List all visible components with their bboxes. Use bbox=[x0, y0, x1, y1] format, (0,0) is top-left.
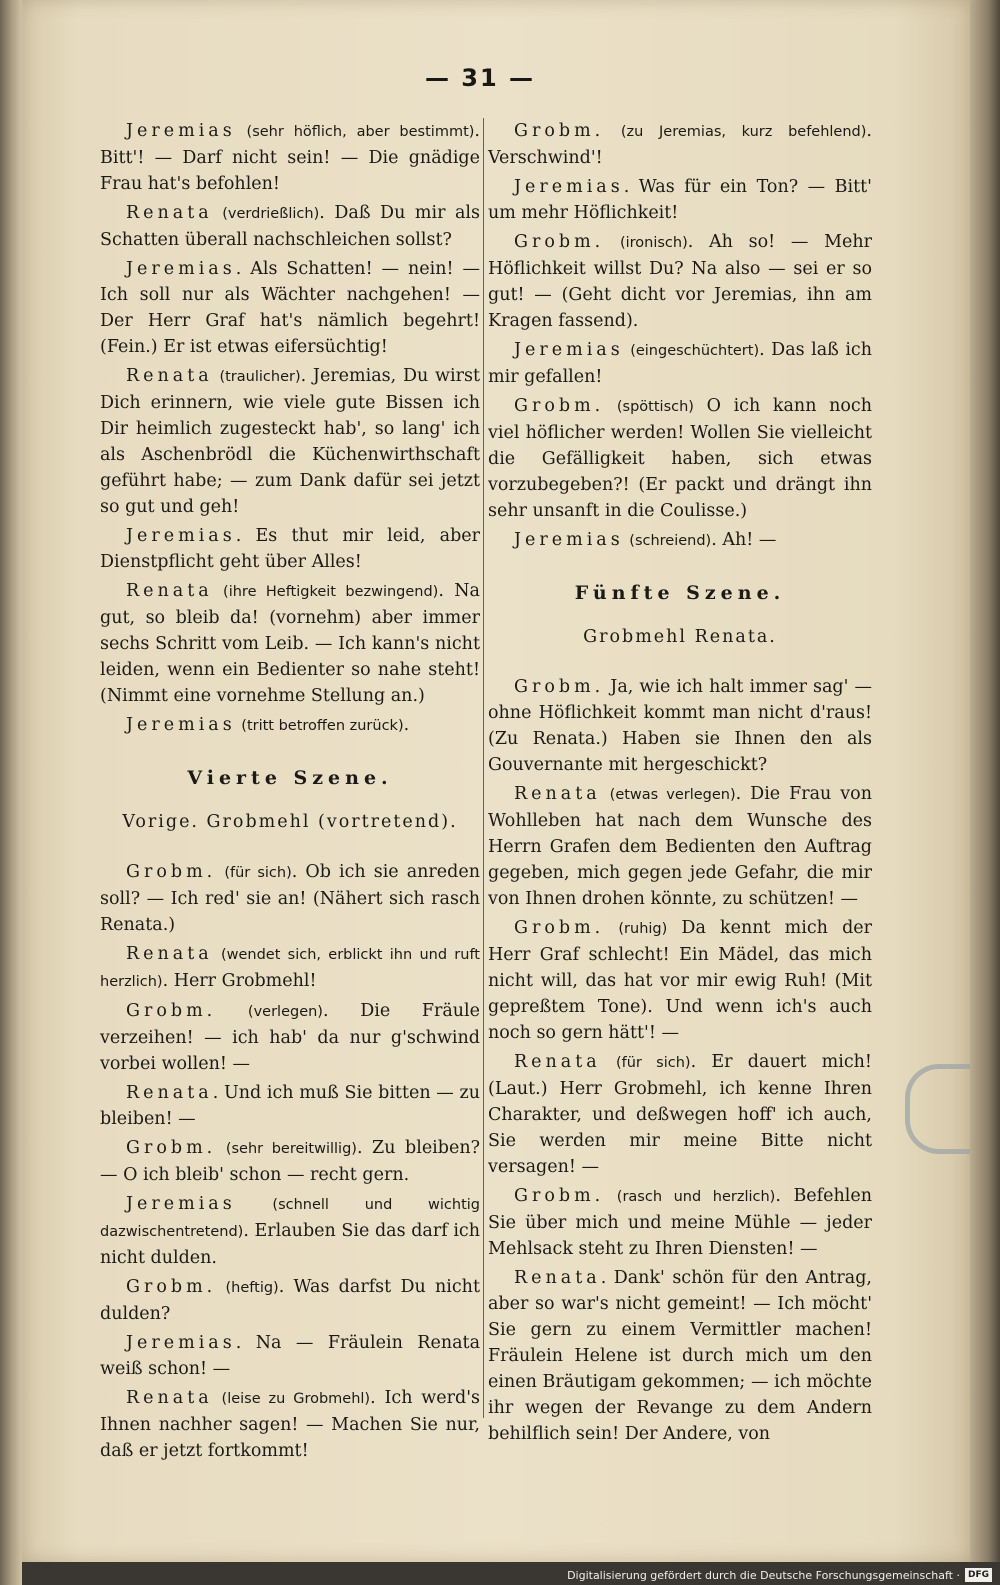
right-column bbox=[488, 118, 872, 1450]
stage-direction: (rasch und herzlich) bbox=[616, 1189, 776, 1205]
dialogue-line bbox=[100, 1274, 480, 1327]
dialogue-line bbox=[100, 523, 480, 575]
stage-direction: (für sich) bbox=[224, 865, 292, 881]
scene-heading: Vierte Szene. bbox=[187, 767, 393, 789]
stage-direction: (wendet sich, erblickt ihn und ruft herzlich) bbox=[100, 947, 480, 990]
dialogue-text: . Zu bleiben? — O ich bleib' schon — recht gern. bbox=[100, 1138, 480, 1185]
dialogue-text: . Verschwind'! bbox=[488, 121, 872, 168]
column-divider bbox=[483, 118, 484, 1418]
speaker-name: Renata bbox=[126, 944, 213, 964]
stage-direction: (schnell und wichtig dazwischentretend) bbox=[100, 1197, 480, 1240]
dialogue-text: . Die Frau von Wohlleben hat nach dem Wunsche des Herrn Grafen dem Bedienten den Auftrag gegeben, mich gegen jede Gefahr, die mir von Ihnen drohen könnte, zu schützen! — bbox=[488, 784, 872, 909]
dialogue-text: . Ich werd's Ihnen nachher sagen! — Machen Sie nur, daß er jetzt fortkommt! bbox=[100, 1388, 480, 1461]
dialogue-text: . Die Fräule verzeihen! — ich hab' da nur g'schwind vorbei wollen! — bbox=[100, 1001, 480, 1074]
speaker-name: Jeremias bbox=[514, 340, 624, 360]
dialogue-line bbox=[100, 363, 480, 520]
dialogue-line bbox=[100, 1080, 480, 1132]
dialogue-text: Ja, wie ich halt immer sag' — ohne Höflichkeit kommt man nicht d'raus! (Zu Renata.) Haben sie Ihnen den als Gouvernante mit hergeschickt? bbox=[488, 677, 872, 775]
dialogue-line bbox=[488, 1265, 872, 1447]
dialogue-line bbox=[100, 256, 480, 360]
stage-direction: (verlegen) bbox=[247, 1004, 323, 1020]
speaker-name: Renata bbox=[514, 1052, 601, 1072]
dialogue-text: . bbox=[403, 715, 410, 735]
speaker-name: Renata bbox=[514, 1268, 601, 1288]
dialogue-text: . Als Schatten! — nein! — Ich soll nur als Wächter nachgehen! — Der Herr Graf hat's nämlich begehrt! (Fein.) Er ist etwas eifersüchtig! bbox=[100, 259, 480, 357]
dialogue-line bbox=[488, 337, 872, 390]
speaker-name: Grobm. bbox=[514, 121, 605, 141]
scene-cast: Vorige. Grobmehl (vortretend). bbox=[122, 812, 458, 832]
scene-heading: Fünfte Szene. bbox=[574, 582, 786, 604]
speaker-name: Renata bbox=[126, 1083, 213, 1103]
dialogue-text: . Jeremias, Du wirst Dich erinnern, wie viele gute Bissen ich Dir heimlich zugesteckt hab', so lang' ich als Aschenbrödl die Küchenwirthschaft geführt habe; — zum Dank dafür sei jetzt so gut und geh! bbox=[100, 366, 480, 517]
dialogue-text: . Befehlen Sie über mich und meine Mühle — jeder Mehlsack steht zu Ihren Diensten! — bbox=[488, 1186, 872, 1259]
stage-direction: (zu Jeremias, kurz befehlend) bbox=[620, 124, 867, 140]
dialogue-text: . Ah so! — Mehr Höflichkeit willst Du? Na also — sei er so gut! — (Geht dicht vor Jeremias, ihn am Kragen fassend). bbox=[488, 232, 872, 331]
speaker-name: Grobm. bbox=[126, 1277, 217, 1297]
stage-direction: (heftig) bbox=[225, 1280, 279, 1296]
speaker-name: Jeremias bbox=[126, 259, 236, 279]
page-clip bbox=[905, 1064, 970, 1154]
dialogue-line bbox=[488, 174, 872, 226]
speaker-name: Grobm. bbox=[126, 1138, 217, 1158]
dialogue-text: . Na — Fräulein Renata weiß schon! — bbox=[100, 1333, 480, 1379]
speaker-name: Jeremias bbox=[514, 177, 624, 197]
speaker-name: Grobm. bbox=[514, 918, 605, 938]
stage-direction: (tritt betroffen zurück) bbox=[241, 718, 404, 734]
dialogue-text: . Er dauert mich! (Laut.) Herr Grobmehl, ich kenne Ihren Charakter, und deßwegen hoff' ich auch, Sie werden mir meine Bitte nicht versagen! — bbox=[488, 1052, 872, 1177]
dialogue-line bbox=[100, 1385, 480, 1464]
dialogue-line bbox=[488, 393, 872, 524]
speaker-name: Grobm. bbox=[514, 677, 605, 697]
speaker-name: Jeremias bbox=[514, 530, 624, 550]
dialogue-text: . Ob ich sie anreden soll? — Ich red' sie an! (Nähert sich rasch Renata.) bbox=[100, 862, 480, 935]
dialogue-line bbox=[100, 859, 480, 938]
dialogue-text: . Na gut, so bleib da! (vornehm) aber immer sechs Schritt vom Leib. — Ich kann's nicht leiden, wenn ein Bedienter so nahe steht! (Nimmt eine vornehme Stellung an.) bbox=[100, 581, 480, 706]
stage-direction: (leise zu Grobmehl) bbox=[221, 1391, 371, 1407]
left-column bbox=[100, 118, 480, 1467]
previous-page-edge bbox=[0, 0, 22, 1585]
dialogue-line bbox=[100, 200, 480, 253]
dialogue-line bbox=[100, 578, 480, 709]
speaker-name: Grobm. bbox=[514, 396, 605, 416]
dialogue-line bbox=[100, 1191, 480, 1271]
speaker-name: Jeremias bbox=[126, 715, 236, 735]
dialogue-text: . Was für ein Ton? — Bitt' um mehr Höflichkeit! bbox=[488, 177, 872, 223]
dfg-logo: DFG bbox=[965, 1568, 992, 1582]
stage-direction: (traulicher) bbox=[219, 369, 301, 385]
dialogue-line bbox=[100, 1135, 480, 1188]
footer bbox=[567, 1566, 992, 1584]
dialogue-text: . Was darfst Du nicht dulden? bbox=[100, 1277, 480, 1324]
dialogue-line bbox=[488, 1049, 872, 1180]
stage-direction: (etwas verlegen) bbox=[609, 787, 736, 803]
stage-direction: (verdrießlich) bbox=[222, 206, 320, 222]
dialogue-line bbox=[488, 781, 872, 912]
dialogue-line bbox=[488, 674, 872, 778]
page-number: — 31 — bbox=[424, 64, 536, 92]
speaker-name: Grobm. bbox=[514, 1186, 605, 1206]
page-stack-edge bbox=[970, 0, 1000, 1562]
stage-direction: (ihre Heftigkeit bezwingend) bbox=[223, 584, 439, 600]
dialogue-line bbox=[488, 527, 872, 554]
dialogue-line bbox=[488, 118, 872, 171]
stage-direction: (sehr höflich, aber bestimmt) bbox=[246, 124, 475, 140]
dialogue-text: Da kennt mich der Herr Graf schlecht! Ein Mädel, das mich nicht will, das hat vor mir ewig Ruh! (Mit gepreßtem Tone). Und wenn ich's auch noch so gern hätt'! — bbox=[488, 918, 872, 1043]
speaker-name: Renata bbox=[514, 784, 601, 804]
dialogue-text: . Erlauben Sie das darf ich nicht dulden. bbox=[100, 1221, 480, 1268]
speaker-name: Renata bbox=[126, 366, 213, 386]
dialogue-line bbox=[100, 1330, 480, 1382]
dialogue-text: . Ah! — bbox=[711, 530, 777, 550]
stage-direction: (für sich) bbox=[615, 1055, 691, 1071]
dialogue-line bbox=[100, 998, 480, 1077]
speaker-name: Renata bbox=[126, 581, 213, 601]
stage-direction: (ironisch) bbox=[619, 235, 688, 251]
speaker-name: Grobm. bbox=[126, 1001, 217, 1021]
footer-credit: Digitalisierung gefördert durch die Deutsche Forschungsgemeinschaft · bbox=[567, 1568, 960, 1582]
stage-direction: (sehr bereitwillig) bbox=[225, 1141, 357, 1157]
speaker-name: Grobm. bbox=[126, 862, 217, 882]
speaker-name: Jeremias bbox=[126, 121, 236, 141]
dialogue-line bbox=[488, 1183, 872, 1262]
speaker-name: Jeremias bbox=[126, 526, 236, 546]
dialogue-text: . Das laß ich mir gefallen! bbox=[488, 340, 872, 387]
dialogue-line bbox=[100, 118, 480, 197]
stage-direction: (ruhig) bbox=[618, 921, 668, 937]
dialogue-text: . Bitt'! — Darf nicht sein! — Die gnädige Frau hat's befohlen! bbox=[100, 121, 480, 194]
dialogue-text: . Dank' schön für den Antrag, aber so war's nicht gemeint! — Ich möcht' Sie gern zu einem Vermittler machen! Fräulein Helene ist durch mich um den einen Bräutigam gekommen; — ich möchte ihr wegen der Revange zu dem Andern behilflich sein! Der Andere, von bbox=[488, 1268, 872, 1444]
scene-cast: Grobmehl Renata. bbox=[583, 627, 777, 647]
dialogue-line bbox=[100, 941, 480, 995]
dialogue-line bbox=[488, 229, 872, 334]
stage-direction: (schreiend) bbox=[629, 533, 712, 549]
dialogue-text: O ich kann noch viel höflicher werden! Wollen Sie vielleicht die Gefälligkeit haben, sich etwas vorzubegeben?! (Er packt und drängt ihn sehr unsanft in die Coulisse.) bbox=[488, 396, 872, 521]
speaker-name: Grobm. bbox=[514, 232, 605, 252]
dialogue-line bbox=[488, 915, 872, 1046]
dialogue-line bbox=[100, 712, 480, 739]
dialogue-text: . Es thut mir leid, aber Dienstpflicht geht über Alles! bbox=[100, 526, 480, 572]
stage-direction: (eingeschüchtert) bbox=[630, 343, 760, 359]
speaker-name: Renata bbox=[126, 1388, 213, 1408]
dialogue-text: . Daß Du mir als Schatten überall nachschleichen sollst? bbox=[100, 203, 480, 250]
speaker-name: Renata bbox=[126, 203, 213, 223]
speaker-name: Jeremias bbox=[126, 1333, 236, 1353]
dialogue-text: . Und ich muß Sie bitten — zu bleiben! — bbox=[100, 1083, 480, 1129]
speaker-name: Jeremias bbox=[126, 1194, 236, 1214]
dialogue-text: . Herr Grobmehl! bbox=[162, 971, 317, 991]
stage-direction: (spöttisch) bbox=[616, 399, 694, 415]
